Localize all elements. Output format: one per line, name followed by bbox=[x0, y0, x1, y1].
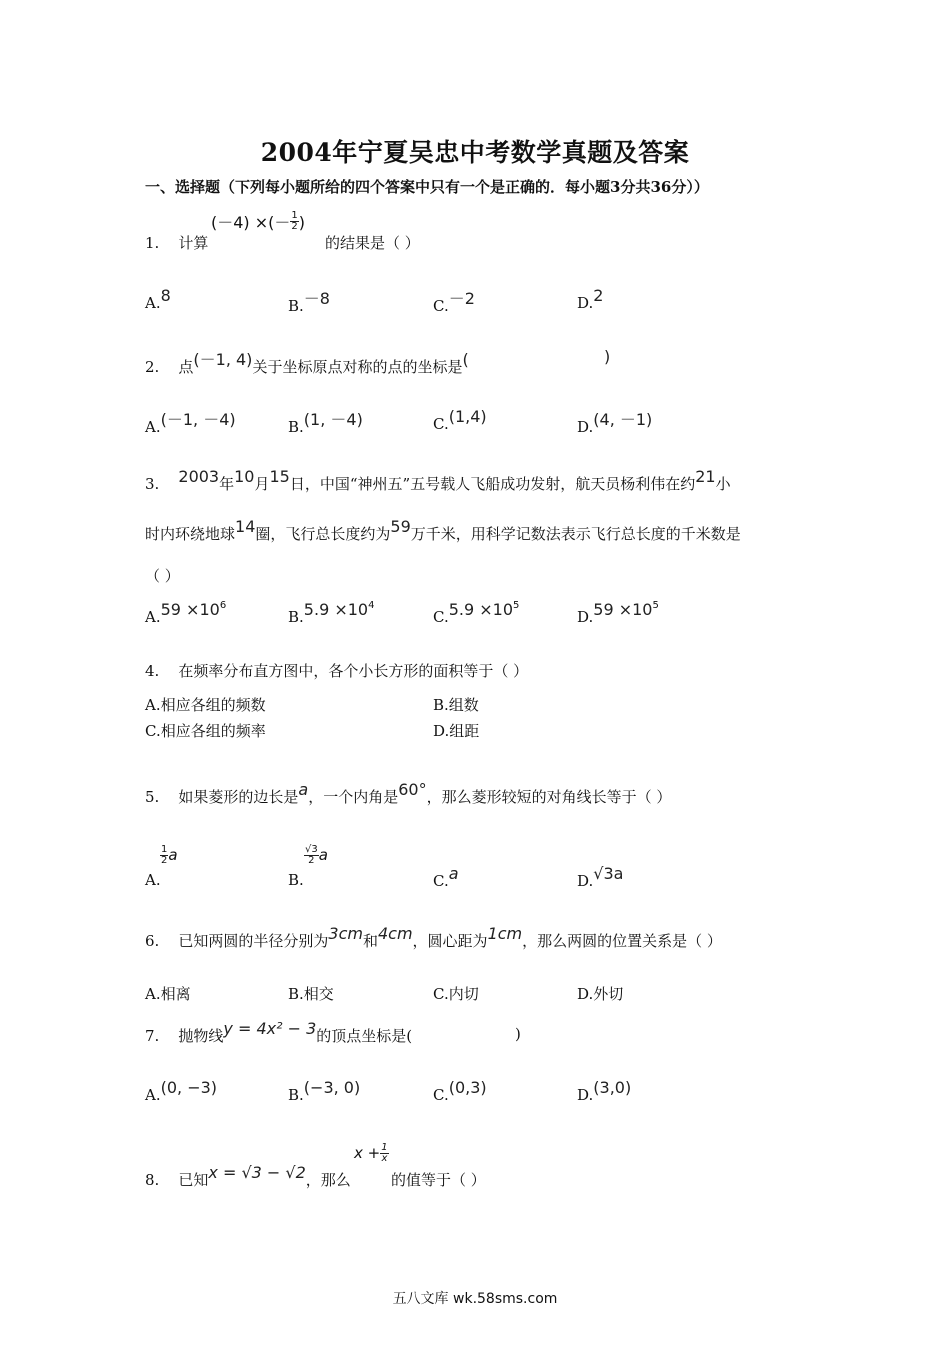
q6-number: 6. bbox=[145, 932, 160, 950]
q7-option-a bbox=[145, 1078, 218, 1104]
q6-and: 和 bbox=[362, 932, 378, 950]
q8-pre: 已知 bbox=[178, 1171, 209, 1189]
q4-option-d: D.组距 bbox=[433, 722, 480, 740]
q8-mid: ，那么 bbox=[305, 1171, 351, 1189]
q5-a-den: 2 bbox=[161, 855, 168, 866]
q4-option-a: A.相应各组的频数 bbox=[145, 696, 266, 714]
q6-option-a: A.相离 bbox=[145, 985, 191, 1003]
q5-angle: 60° bbox=[398, 780, 427, 799]
q3-c-base: 5.9 ×10 bbox=[448, 600, 514, 619]
q1-a-label: A. bbox=[145, 294, 161, 312]
question-7 bbox=[145, 1019, 413, 1046]
q1-b-value: －8 bbox=[303, 289, 330, 308]
q2-paren-close-wrap bbox=[604, 347, 611, 373]
q1-a-value: 8 bbox=[160, 286, 171, 305]
q4-option-c: C.相应各组的频率 bbox=[145, 722, 266, 740]
q7-a-label: A. bbox=[145, 1086, 161, 1104]
q7-equation: y = 4x² − 3 bbox=[223, 1019, 317, 1038]
q2-mid: 关于坐标原点对称的点的坐标是 bbox=[252, 358, 463, 376]
q5-number: 5. bbox=[145, 788, 160, 806]
q2-option-d bbox=[577, 410, 653, 437]
q1-expr: (－4) ×(－ bbox=[211, 213, 291, 232]
q5-pre: 如果菱形的边长是 bbox=[178, 788, 299, 806]
q1-option-d bbox=[577, 286, 604, 312]
q3-length: 59 bbox=[390, 517, 411, 536]
q3-c-label: C. bbox=[433, 608, 449, 626]
q8-expression bbox=[354, 1143, 389, 1164]
q1-c-value: －2 bbox=[448, 289, 475, 308]
q3-line2b: 圈，飞行总长度约为 bbox=[255, 525, 391, 543]
q6-mid: ，圆心距为 bbox=[412, 932, 488, 950]
q7-close: ) bbox=[515, 1025, 521, 1043]
q3-t3: 日，中国“神州五”五号载人飞船成功发射，航天员杨利伟在约 bbox=[289, 475, 696, 493]
q7-d-value: (3,0) bbox=[593, 1078, 632, 1097]
q3-a-exp: 6 bbox=[219, 600, 227, 611]
q7-pre: 抛物线 bbox=[178, 1027, 224, 1045]
q2-a-label: A. bbox=[145, 418, 161, 436]
q4-text: 在频率分布直方图中，各个小长方形的面积等于（ ） bbox=[178, 662, 529, 680]
q2-point: (－1, 4) bbox=[193, 350, 253, 369]
q1-expr-end: ) bbox=[298, 213, 306, 232]
q3-line2c: 万千米，用科学记数法表示飞行总长度的千米数是 bbox=[410, 525, 741, 543]
q2-option-b bbox=[288, 410, 363, 437]
q2-b-label: B. bbox=[288, 418, 304, 436]
q5-b-den: 2 bbox=[308, 855, 315, 866]
q3-b-label: B. bbox=[288, 608, 304, 626]
q8-number: 8. bbox=[145, 1171, 160, 1189]
q5-option-c bbox=[433, 864, 459, 890]
q1-d-label: D. bbox=[577, 294, 594, 312]
q1-b-label: B. bbox=[288, 297, 304, 315]
q6-option-d: D.外切 bbox=[577, 985, 624, 1003]
q6-r2: 4cm bbox=[377, 924, 413, 943]
q5-option-b bbox=[288, 871, 304, 889]
q5-mid: ，一个内角是 bbox=[308, 788, 399, 806]
q2-b-value: (1, －4) bbox=[303, 410, 363, 429]
q7-option-c bbox=[433, 1078, 487, 1104]
q5-a-var: a bbox=[168, 846, 178, 864]
question-3-line-1 bbox=[145, 467, 731, 494]
q7-a-value: (0, −3) bbox=[160, 1078, 218, 1097]
question-3-line-3: （ ） bbox=[145, 567, 180, 585]
q8-expr: x + bbox=[354, 1144, 381, 1162]
q7-d-label: D. bbox=[577, 1086, 594, 1104]
q5-option-a bbox=[145, 871, 161, 889]
question-5 bbox=[145, 780, 672, 807]
q3-a-base: 59 ×10 bbox=[160, 600, 220, 619]
page-title: 2004年宁夏吴忠中考数学真题及答案 bbox=[260, 138, 690, 167]
q1-expression bbox=[211, 210, 305, 234]
q2-c-label: C. bbox=[433, 415, 449, 433]
question-6 bbox=[145, 924, 722, 951]
q3-t4: 小 bbox=[715, 475, 731, 493]
question-1 bbox=[145, 232, 208, 253]
q8-post: 的值等于（ ） bbox=[391, 1171, 486, 1189]
q3-d-exp: 5 bbox=[652, 600, 659, 611]
q5-post: ，那么菱形较短的对角线长等于（ ） bbox=[426, 788, 672, 806]
q1-post: 的结果是（ ） bbox=[325, 234, 420, 252]
q3-d-label: D. bbox=[577, 608, 594, 626]
q3-option-c bbox=[433, 600, 520, 626]
q5-a-num: 1 bbox=[161, 844, 168, 855]
q1-option-c bbox=[433, 289, 475, 316]
q5-b-label: B. bbox=[288, 871, 304, 889]
q1-option-a bbox=[145, 286, 171, 312]
q5-var: a bbox=[298, 780, 309, 799]
q3-line2a: 时内环绕地球 bbox=[145, 525, 236, 543]
q5-d-label: D. bbox=[577, 872, 594, 890]
q2-paren-open: ( bbox=[462, 350, 469, 369]
q3-number: 3. bbox=[145, 475, 160, 493]
q2-number: 2. bbox=[145, 358, 160, 376]
q5-b-num: √3 bbox=[305, 844, 318, 855]
q2-a-value: (－1, －4) bbox=[160, 410, 236, 429]
q4-number: 4. bbox=[145, 662, 160, 680]
q3-laps: 14 bbox=[235, 517, 256, 536]
question-8 bbox=[145, 1163, 351, 1190]
q7-number: 7. bbox=[145, 1027, 160, 1045]
q2-option-c bbox=[433, 407, 487, 433]
q3-c-exp: 5 bbox=[513, 600, 520, 611]
q8-equation: x = √3 − √2 bbox=[208, 1163, 306, 1182]
section-heading: 一、选择题（下列每小题所给的四个答案中只有一个是正确的．每小题3分共36分）） bbox=[145, 178, 709, 196]
q7-c-value: (0,3) bbox=[448, 1078, 487, 1097]
q5-c-label: C. bbox=[433, 872, 449, 890]
q3-option-d bbox=[577, 600, 659, 626]
q7-b-label: B. bbox=[288, 1086, 304, 1104]
q2-paren-close: ) bbox=[604, 347, 611, 366]
q5-a-expr bbox=[160, 845, 178, 866]
q5-b-expr bbox=[304, 845, 328, 866]
q8-frac-den: x bbox=[381, 1153, 388, 1164]
q1-c-label: C. bbox=[433, 297, 449, 315]
q2-d-value: (4, －1) bbox=[593, 410, 653, 429]
q7-option-b bbox=[288, 1078, 361, 1104]
q1-d-value: 2 bbox=[593, 286, 604, 305]
q3-d-base: 59 ×10 bbox=[593, 600, 653, 619]
q2-pre: 点 bbox=[178, 358, 194, 376]
q3-b-exp: 4 bbox=[368, 600, 375, 611]
q7-post: 的顶点坐标是( bbox=[316, 1027, 413, 1045]
q3-option-a bbox=[145, 600, 227, 626]
q6-pre: 已知两圆的半径分别为 bbox=[178, 932, 329, 950]
question-4 bbox=[145, 660, 528, 681]
q3-b-base: 5.9 ×10 bbox=[303, 600, 369, 619]
q7-c-label: C. bbox=[433, 1086, 449, 1104]
q3-month: 10 bbox=[234, 467, 255, 486]
q1-number: 1. bbox=[145, 234, 160, 252]
q7-b-value: (−3, 0) bbox=[303, 1078, 361, 1097]
q2-option-a bbox=[145, 410, 236, 437]
q1-option-b bbox=[288, 289, 330, 316]
q3-day: 15 bbox=[269, 467, 290, 486]
q3-option-b bbox=[288, 600, 375, 626]
q3-t2: 月 bbox=[254, 475, 270, 493]
q1-frac-num: 1 bbox=[291, 210, 298, 221]
q6-distance: 1cm bbox=[487, 924, 523, 943]
q6-option-b: B.相交 bbox=[288, 985, 334, 1003]
q5-b-var: a bbox=[318, 846, 328, 864]
q3-year: 2003 bbox=[178, 467, 220, 486]
q3-a-label: A. bbox=[145, 608, 161, 626]
q6-option-c: C.内切 bbox=[433, 985, 479, 1003]
q1-pre: 计算 bbox=[178, 234, 209, 252]
q1-frac-den: 2 bbox=[291, 221, 298, 232]
q5-a-label: A. bbox=[145, 871, 161, 889]
question-2 bbox=[145, 350, 469, 377]
q3-t1: 年 bbox=[219, 475, 235, 493]
q3-hours: 21 bbox=[695, 467, 716, 486]
q7-option-d bbox=[577, 1078, 632, 1104]
q5-c-value: a bbox=[448, 864, 459, 883]
q2-d-label: D. bbox=[577, 418, 594, 436]
footer-watermark: 五八文库 wk.58sms.com bbox=[392, 1291, 558, 1307]
question-3-line-2 bbox=[145, 517, 741, 544]
q6-post: ，那么两圆的位置关系是（ ） bbox=[522, 932, 722, 950]
q5-option-d bbox=[577, 864, 624, 890]
q5-d-value: √3a bbox=[593, 864, 624, 883]
q2-c-value: (1,4) bbox=[448, 407, 487, 426]
q6-r1: 3cm bbox=[328, 924, 363, 943]
q8-frac-num: 1 bbox=[381, 1142, 388, 1153]
q4-option-b: B.组数 bbox=[433, 696, 479, 714]
